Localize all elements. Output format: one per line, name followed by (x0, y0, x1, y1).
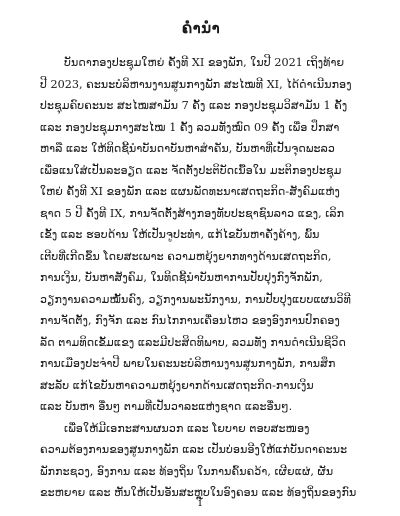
paragraph-line: ຄວາມຕ້ອງການຂອງສູນກາງພັກ ແລະ ເປັນບ່ອນອີງໃຫ້ແກ່ບັນດາຄະນະ (40, 443, 348, 456)
paragraph-line: ໃຫຍ່ ຄັ້ງທີ XI ຂອງພັກ ແລະ ແຜນພັດທະນາເສດຖະກິດ-ສັງຄົມແຫ່ງ (40, 185, 340, 198)
paragraph-line: ຊາດ 5 ປີ ຄັ້ງທີ IX, ການຈັດຕັ້ງສ້າງກອງທັບປະຊາຊົນລາວ ແຂງ, ເລິກ (40, 206, 345, 220)
paragraph-line: ປະຊຸມຄົບຄະນະ ສະໄໝສາມັນ 7 ຄັ້ງ ແລະ ກອງປະຊຸມວິສາມັນ 1 ຄັ້ງ (40, 99, 348, 112)
paragraph-line: ປີ 2023, ຄະນະບໍລິຫານງານສູນກາງພັກ ສະໄໝທີ XI, ໄດ້ດໍາເນີນກອງ (40, 77, 352, 91)
paragraph-line: ເພື່ອແນໃສ່ເປັນລະອຽດ ແລະ ຈັດຕັ້ງປະຕິບັດເນື້ອໃນ ມະຕິກອງປະຊຸມ (40, 163, 342, 177)
paragraph-line: ເພື່ອໃຫ້ມີເອກະສານຜນວກ ແລະ ໂຍບາຍ ຕອບສະໜອງ (64, 421, 310, 435)
paragraph-1 (40, 52, 362, 418)
paragraph-line: ພັກກະຊວງ, ອົງການ ແລະ ທ້ອງຖິ່ນ ໃນການຄົ້ນຄວ້າ, ເຜີຍແຜ່, ຜັນ (40, 464, 334, 478)
page-title: ຄໍານໍາ (181, 19, 221, 37)
paragraph-line: ລັດ ຕາມທິດເຂັ້ມແຂງ ແລະມີປະສິດທິພາບ, ລວມທັງ ການດໍາເນີນຊີວິດ (40, 335, 346, 349)
paragraph-line: ແລະ ບັນຫາ ອື່ນໆ ຕາມທີ່ເປັນວາລະແຫ່ງຊາດ ແລະອື່ນໆ. (40, 400, 293, 413)
paragraph-line: ວຽກງານຄວາມໝັ້ນຄົງ, ວຽກງານພະນັກງານ, ການປັບປຸງແບບແຜນວິທີ (40, 292, 351, 306)
paragraph-line: ການຈັດຕັ້ງ, ກົງຈັກ ແລະ ກົນໄກການເຄື່ອນໄຫວ ຂອງອົງການປົກຄອງ (40, 314, 340, 327)
paragraph-line: ຂະຫຍາຍ ແລະ ຫັນໃຫ້ເປັນອັນສະຫຼຸບໃນອົງຄອນ ແລະ ທ້ອງຖິ່ນຂອງກົນ (40, 486, 357, 499)
page-number: i (198, 496, 202, 509)
paragraph-line: ສະລັບ ແກ້ໄຂບັນຫາຄວາມຫຍຸ້ງຍາກດ້ານເສດຖະກິດ-ການເງິນ (40, 378, 314, 392)
paragraph-line: ເຕີບທີ່ເກີດຂຶ້ນ ໂດຍສະເພາະ ຄວາມຫຍຸ້ງຍາກທາງດ້ານເສດຖະກິດ, (40, 249, 332, 263)
paragraph-2 (40, 418, 362, 504)
paragraph-line: ການເງິນ, ບັນຫາສັງຄົມ, ໃນທິດຊີ້ນໍາບັນຫາການປັບປຸງກົງຈັກພັກ, (40, 271, 323, 284)
paragraph-line: ບັນດາກອງປະຊຸມໃຫຍ່ ຄັ້ງທີ XI ຂອງພັກ, ໃນປີ 2021 ເຖິງທ້າຍ (64, 56, 345, 69)
paragraph-line: ເຂັ້ງ ແລະ ຮອບດ້ານ ໃຫ້ເປັນຈູປະທໍາ, ແກ້ໄຂບັນຫາຄັ່ງຄ້າງ, ພົ້ນ (40, 228, 320, 241)
paragraph-line: ການເມືອງປະຈໍາປີ ພາຍໃນຄະນະບໍລິຫານງານສູນກາງພັກ, ການສຶກ (40, 357, 336, 370)
paragraph-line: ຫາລື ແລະ ໃຫ້ທິດຊີ້ນໍາບັນດາບັນຫາສໍາຄັນ, ບັນຫາທີ່ເປັນຈຸດພະລວ (40, 142, 335, 155)
paragraph-line: ແລະ ກອງປະຊຸມກາງສະໄໝ 1 ຄັ້ງ ລວມທັງໝົດ 09 ຄັ້ງ ເພື່ອ ປຶກສາ (40, 120, 340, 134)
